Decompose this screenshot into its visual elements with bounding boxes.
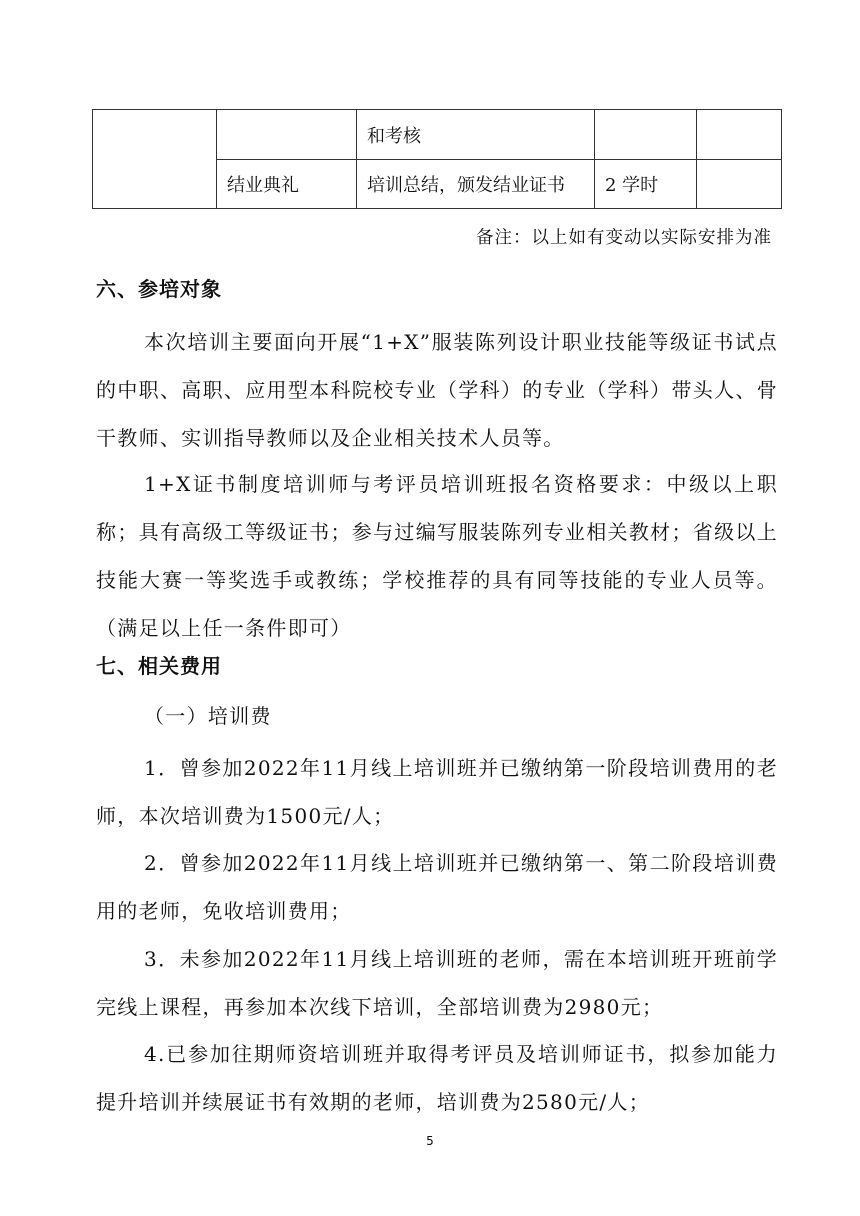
section-6-paragraph-2: 1+X证书制度培训师与考评员培训班报名资格要求：中级以上职称；具有高级工等级证书；参与过编写服装陈列专业相关教材；省级以上技能大赛一等奖选手或教练；学校推荐的具有同等技能的专业人员等。（满足以上任一条件即可）	[96, 472, 778, 640]
table-row	[93, 110, 782, 160]
fee-item-2: 2．曾参加2022年11月线上培训班并已缴纳第一、第二阶段培训费用的老师，免收培训费用；	[96, 851, 778, 923]
fee-subheading: （一）培训费	[144, 704, 272, 728]
table-cell-remark	[697, 160, 782, 209]
page-number: 5	[426, 1134, 434, 1148]
fee-item-3: 3．未参加2022年11月线上培训班的老师，需在本培训班开班前学完线上课程，再参加本次线下培训，全部培训费为2980元；	[96, 947, 778, 1019]
section-7-heading: 七、相关费用	[96, 654, 222, 678]
fee-item-4: 4.已参加往期师资培训班并取得考评员及培训师证书，拟参加能力提升培训并续展证书有效期的老师，培训费为2580元/人；	[96, 1042, 778, 1114]
table-cell-hours	[595, 110, 697, 160]
table-cell-session	[217, 110, 357, 160]
table-cell-hours: 2 学时	[595, 160, 697, 209]
section-6-paragraph-1: 本次培训主要面向开展“1+X”服装陈列设计职业技能等级证书试点的中职、高职、应用型本科院校专业（学科）的专业（学科）带头人、骨干教师、实训指导教师以及企业相关技术人员等。	[96, 330, 778, 450]
table-cell-remark	[697, 110, 782, 160]
section-6-heading: 六、参培对象	[96, 277, 222, 301]
schedule-table	[92, 109, 782, 209]
table-cell-category	[93, 110, 217, 209]
fee-item-1: 1．曾参加2022年11月线上培训班并已缴纳第一阶段培训费用的老师，本次培训费为1500元/人；	[96, 756, 778, 828]
table-cell-session: 结业典礼	[217, 160, 357, 209]
table-cell-content: 和考核	[357, 110, 595, 160]
table-cell-content: 培训总结，颁发结业证书	[357, 160, 595, 209]
table-note: 备注：以上如有变动以实际安排为准	[476, 228, 772, 248]
